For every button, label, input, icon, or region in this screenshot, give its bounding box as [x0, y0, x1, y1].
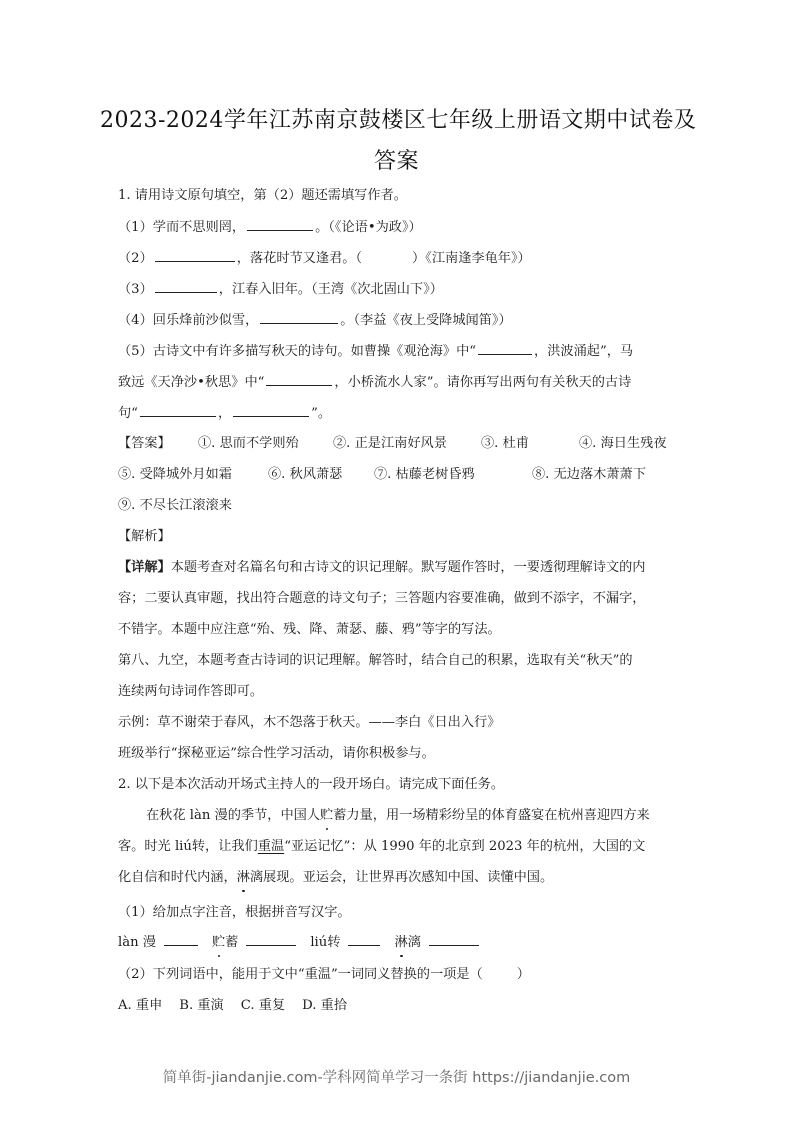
- answer-blank[interactable]: [233, 404, 309, 417]
- text: （4）回乐烽前沙似雪，: [118, 313, 259, 328]
- passage-line-2: [118, 838, 645, 856]
- passage-line-1: [146, 807, 650, 825]
- footer-watermark: 简单街-jiandanjie.com-学科网简单学习一条街 https://jiandanjie.com: [162, 1070, 631, 1086]
- answer-item: ④. 海日生残夜: [579, 436, 667, 451]
- option-d[interactable]: D. 重拾: [302, 998, 348, 1013]
- question-1-item-3: [118, 280, 443, 299]
- answer-blank[interactable]: [429, 933, 479, 946]
- answer-blank[interactable]: [478, 342, 532, 355]
- answer-blank[interactable]: [266, 373, 332, 386]
- question-1-item-5-line-1: [118, 342, 633, 361]
- answer-blank[interactable]: [155, 280, 217, 293]
- answer-item: ①. 思而不学则殆: [198, 436, 299, 451]
- text: ，江春入旧年。（王湾《次北固山下》）: [218, 282, 443, 297]
- fill-word: làn 漫: [118, 935, 156, 950]
- question-1-stem: 1. 请用诗文原句填空，第（2）题还需填写作者。: [118, 188, 407, 203]
- question-1-item-5-line-3: [118, 404, 331, 423]
- question-2-options: [118, 997, 364, 1015]
- answer-row-2: [118, 466, 646, 484]
- passage-line-3: [118, 869, 553, 887]
- text: ）《江南逢李龟年》）: [412, 251, 531, 266]
- question-1-item-4: [118, 311, 512, 330]
- dotted-char: 贮: [320, 808, 334, 823]
- dotted-char: 淋: [394, 935, 408, 950]
- document-title-continued: 答案: [373, 149, 419, 174]
- question-2-sub-2: [118, 966, 530, 984]
- answer-label: 【答案】: [118, 436, 171, 451]
- text: ”。: [311, 406, 332, 421]
- question-2-sub-1: （1）给加点字注音，根据拼音写汉字。: [118, 905, 351, 920]
- answer-item: ⑦. 枯藤老树昏鸦: [374, 467, 475, 482]
- text: 。（李益《夜上受降城闻笛》）: [340, 313, 512, 328]
- fill-word: liú转: [310, 935, 341, 950]
- question-2-stem: 2. 以下是本次活动开场式主持人的一段开场白。请完成下面任务。: [118, 777, 505, 792]
- text: ）: [516, 967, 530, 982]
- text: 在秋花 làn 漫的季节，中国人: [146, 808, 321, 823]
- analysis-para-2-line-2: 连续两句诗词作答即可。: [118, 684, 264, 699]
- text: （1）学而不思则罔，: [118, 220, 246, 235]
- text: ，洪波涌起”，马: [534, 344, 634, 359]
- text: 漓展现。亚运会，让世界再次感知中国、读懂中国。: [249, 870, 554, 885]
- text: ，: [217, 406, 232, 421]
- text: ，落花时节又逢君。（: [236, 251, 363, 266]
- analysis-detail-line-2: 容；二要认真审题，找出符合题意的诗文句子；三答题内容要准确，做到不添字，不漏字，: [118, 591, 646, 606]
- pinyin-fill-row: [118, 933, 481, 952]
- answer-row-3: [118, 497, 232, 515]
- answer-blank[interactable]: [164, 933, 198, 946]
- answer-blank[interactable]: [247, 218, 313, 231]
- text: 客。时光 liú转，让我们: [118, 839, 258, 854]
- answer-row-1: [118, 435, 667, 453]
- answer-item: ⑧. 无边落木萧萧下: [532, 467, 646, 482]
- question-1-item-1: [118, 218, 422, 237]
- text: ，小桥流水人家”。请你再写出两句有关秋天的古诗: [334, 375, 632, 390]
- answer-blank[interactable]: [155, 249, 235, 262]
- answer-blank[interactable]: [140, 404, 216, 417]
- option-b[interactable]: B. 重演: [179, 998, 224, 1013]
- document-title: 2023-2024学年江苏南京鼓楼区七年级上册语文期中试卷及: [100, 108, 697, 133]
- answer-blank[interactable]: [260, 311, 338, 324]
- answer-item: ③. 杜甫: [481, 436, 529, 451]
- activity-intro: 班级举行“探秘亚运”综合性学习活动，请你积极参与。: [118, 746, 435, 761]
- text: 本题考查对名篇名句和古诗文的识记理解。默写题作答时，一要透彻理解诗文的内: [170, 560, 646, 575]
- dotted-char: 淋: [236, 870, 250, 885]
- question-1-item-5-line-2: [118, 373, 631, 392]
- text: 蓄力量，用一场精彩纷呈的体育盛宴在杭州喜迎四方来: [333, 808, 650, 823]
- text: 句“: [118, 406, 138, 421]
- analysis-example: 示例：草不谢荣于春风，木不怨落于秋天。——李白《日出入行》: [118, 715, 501, 730]
- option-c[interactable]: C. 重复: [240, 998, 286, 1013]
- dotted-char: 贮: [211, 935, 226, 950]
- text: 。（《论语•为政》）: [315, 220, 422, 235]
- answer-item: ⑤. 受降城外月如霜: [118, 467, 232, 482]
- analysis-label: 【解析】: [118, 529, 171, 544]
- fill-word: 蓄: [225, 935, 239, 950]
- analysis-detail-line-1: [118, 559, 646, 577]
- answer-item: ②. 正是江南好风景: [333, 436, 447, 451]
- text: 致远《天净沙•秋思》中“: [118, 375, 265, 390]
- option-a[interactable]: A. 重申: [118, 998, 163, 1013]
- question-1-item-2: [118, 249, 531, 268]
- text: 化自信和时代内涵，: [118, 870, 237, 885]
- text: （3）: [118, 282, 153, 297]
- answer-item: ⑥. 秋风萧瑟: [268, 467, 343, 482]
- detail-label: 【详解】: [118, 560, 171, 575]
- text: （2）下列词语中，能用于文中“重温”一词同义替换的一项是（: [118, 967, 483, 982]
- answer-item: ⑨. 不尽长江滚滚来: [118, 498, 232, 513]
- answer-blank[interactable]: [348, 933, 380, 946]
- answer-blank[interactable]: [246, 933, 296, 946]
- text: （5）古诗文中有许多描写秋天的诗句。如曹操《观沧海》中“: [118, 344, 477, 359]
- analysis-para-2-line-1: 第八、九空，本题考查古诗词的识记理解。解答时，结合自己的积累，选取有关“秋天”的: [118, 653, 633, 668]
- text: （2）: [118, 251, 153, 266]
- analysis-detail-line-3: 不错字。本题中应注意“殆、残、降、萧瑟、藤、鸦”等字的写法。: [118, 622, 501, 637]
- underlined-word: 重温: [257, 839, 285, 854]
- text: “亚运记忆”：从 1990 年的北京到 2023 年的杭州，大国的文: [284, 839, 646, 854]
- fill-word: 漓: [407, 935, 421, 950]
